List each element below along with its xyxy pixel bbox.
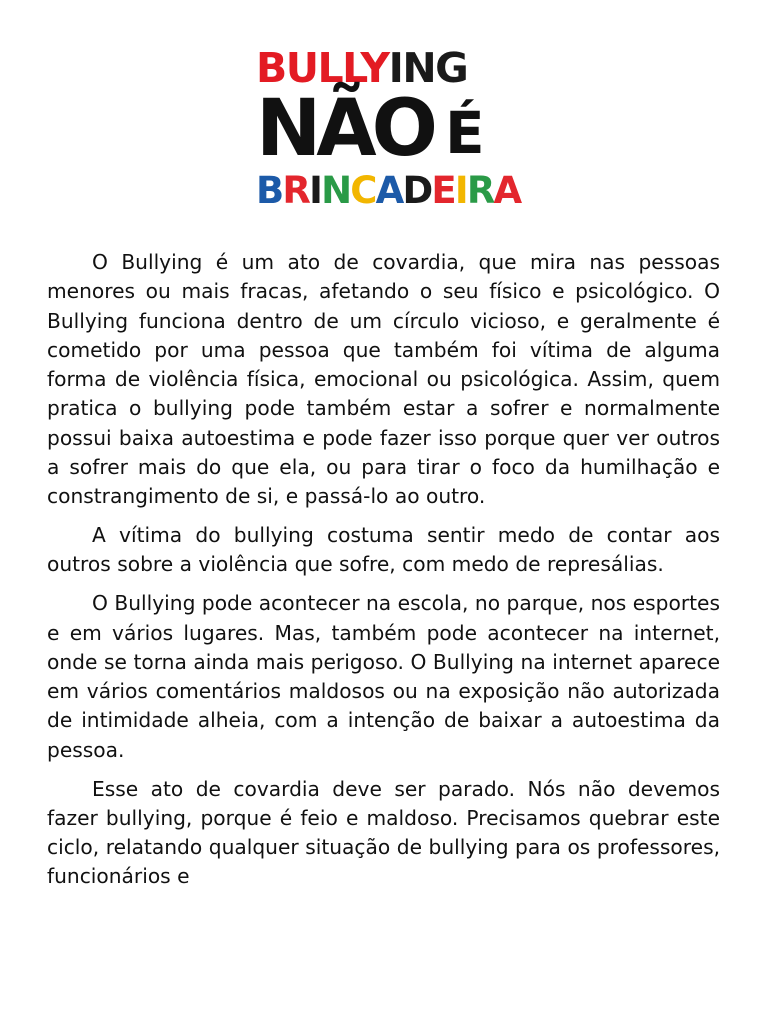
- logo-letter: R: [282, 169, 310, 212]
- logo-letter: D: [402, 169, 432, 212]
- logo-letter: A: [493, 169, 521, 212]
- logo-line-nao-e: [256, 84, 485, 174]
- logo-bully-text: BULLY: [256, 44, 389, 92]
- paragraph-1: O Bullying é um ato de covardia, que mira nas pessoas menores ou mais fracas, afetando o seu físico e psicológico. O Bullying funciona dentro de um círculo vicioso, e geralmente é cometido por uma pessoa que também foi vítima de alguma forma de violência física, emocional ou psicológica. Assim, quem pratica o bullying pode também estar a sofrer e normalmente possui baixa autoestima e pode fazer isso porque quer ver outros a sofrer mais do que ela, ou para tirar o foco da humilhação e constrangimento de si, e passá-lo ao outro.: [47, 250, 720, 509]
- logo-letter: C: [350, 169, 376, 212]
- logo-nao-text: NÃO: [256, 84, 433, 174]
- logo-letter: B: [256, 169, 283, 212]
- logo-letter: A: [375, 169, 403, 212]
- logo-letter: I: [309, 169, 322, 212]
- logo-letter: I: [454, 169, 467, 212]
- logo-line-brincadeira: [256, 169, 521, 212]
- logo-letter: N: [321, 169, 351, 212]
- logo-letter: R: [466, 169, 494, 212]
- bullying-nao-e-brincadeira-logo: [256, 44, 521, 214]
- paragraph-3: O Bullying pode acontecer na escola, no parque, nos esportes e em vários lugares. Mas, também pode acontecer na internet, onde se torna ainda mais perigoso. O Bullying na internet aparece em vários comentários maldosos ou na exposição não autorizada de intimidade alheia, com a intenção de baixar a autoestima da pessoa.: [47, 591, 720, 762]
- logo-line-bullying: [256, 44, 468, 92]
- logo-ing-text: ING: [388, 44, 468, 92]
- paragraph-2: A vítima do bullying costuma sentir medo de contar aos outros sobre a violência que sofre, com medo de represálias.: [47, 523, 720, 577]
- document-body: [47, 248, 720, 901]
- paragraph-4: Esse ato de covardia deve ser parado. Nós não devemos fazer bullying, porque é feio e maldoso. Precisamos quebrar este ciclo, relatando qualquer situação de bullying para os professores, funcionários e: [47, 776, 720, 889]
- logo-e-text: É: [444, 99, 485, 167]
- logo-letter: E: [431, 169, 455, 212]
